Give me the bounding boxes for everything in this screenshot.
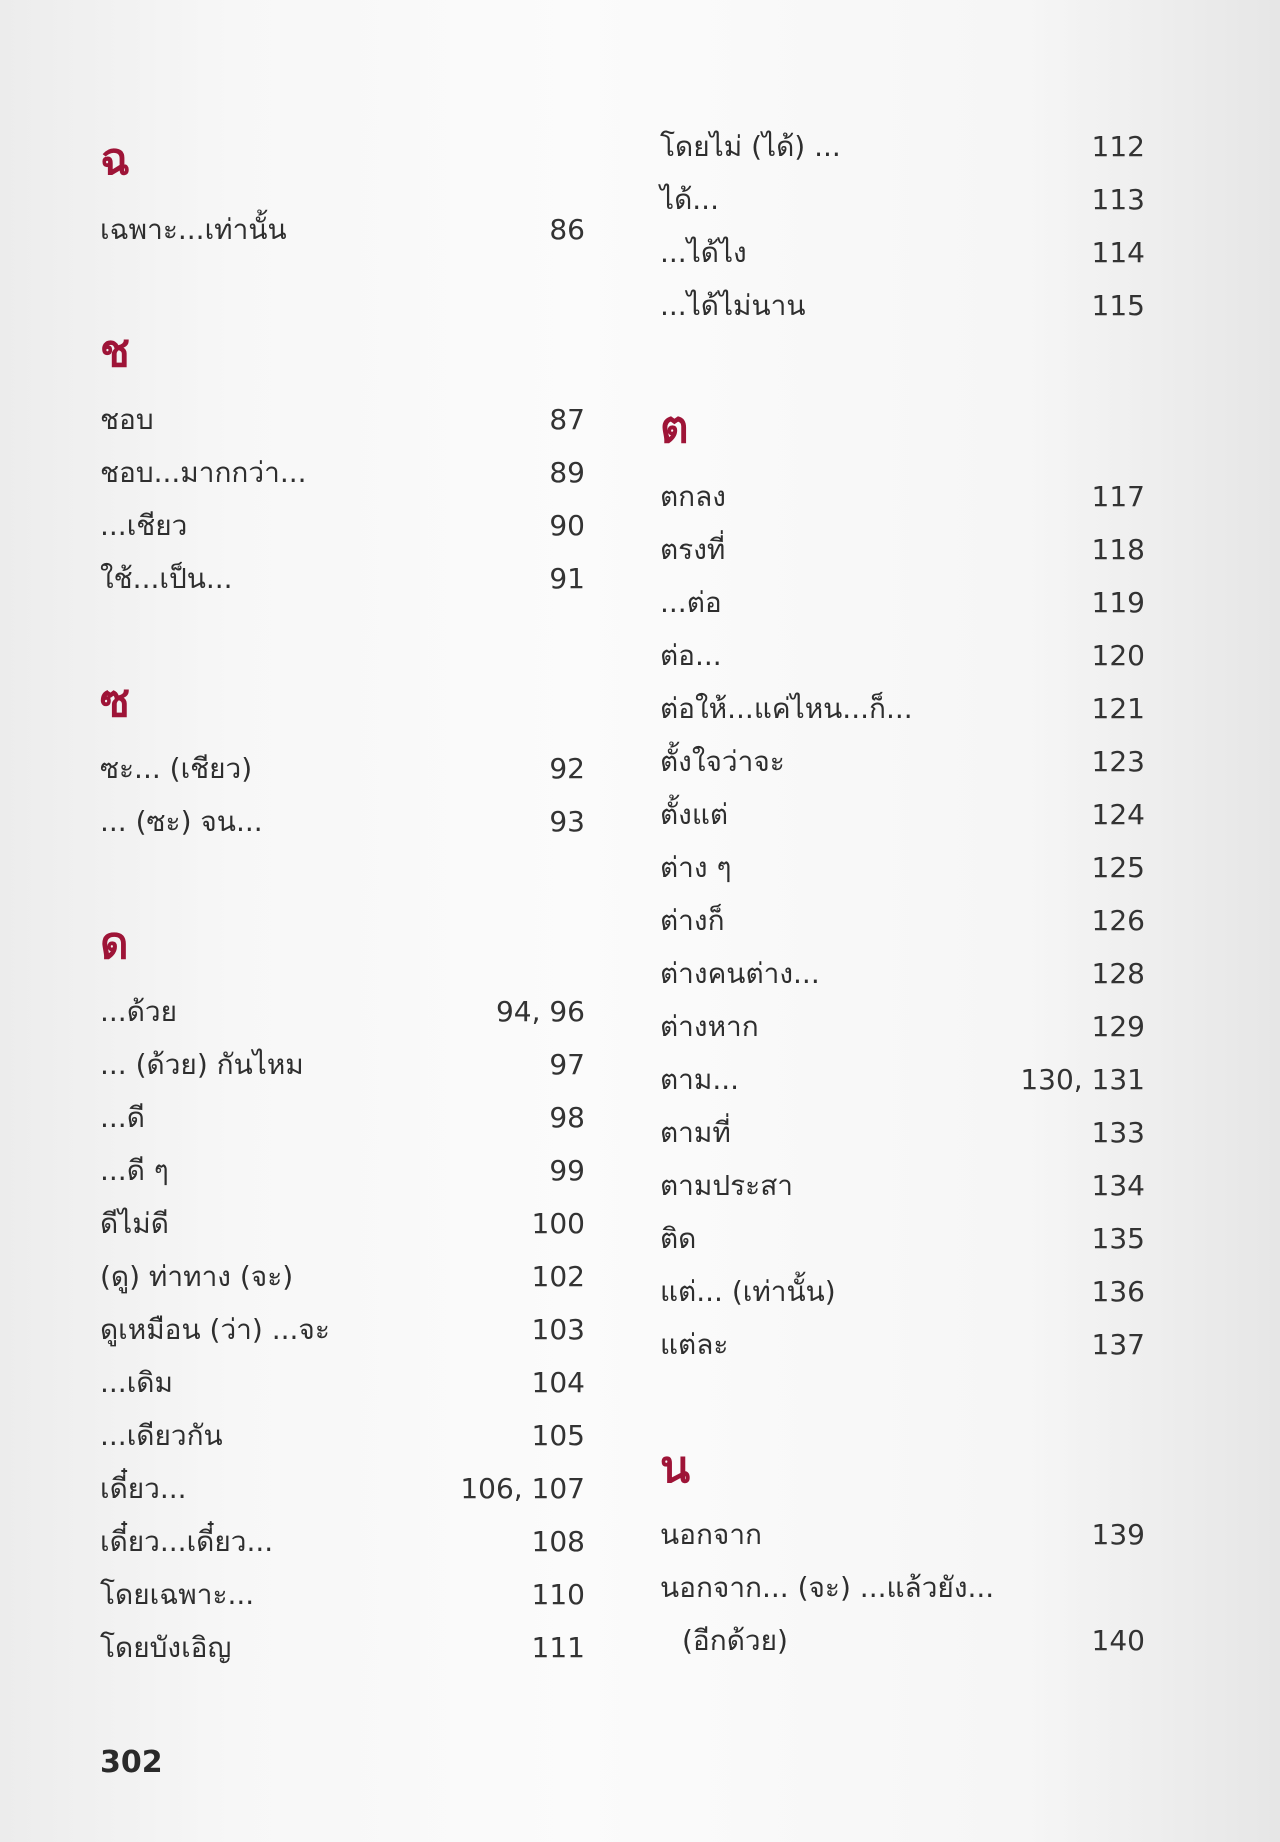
section-heading: ฉ: [100, 134, 130, 185]
entry-term: ตั้งแต่: [660, 798, 729, 831]
entry-pages: 121: [1091, 692, 1145, 725]
entry-pages: 123: [1091, 745, 1145, 778]
entry-pages: 104: [531, 1366, 585, 1399]
entry-pages: 113: [1091, 183, 1145, 216]
index-entry: [100, 1257, 585, 1297]
entry-pages: 111: [531, 1631, 585, 1664]
entry-term: ...ต่อ: [660, 586, 722, 619]
entry-term: เดี๋ยว...: [100, 1472, 187, 1505]
section-heading: ด: [100, 918, 129, 969]
entry-term: แต่ละ: [660, 1328, 729, 1361]
index-entry: [100, 992, 585, 1032]
page-number: 302: [100, 1745, 163, 1780]
index-entry: [100, 1310, 585, 1350]
index-entry: [660, 1113, 1145, 1153]
index-entry: [100, 1151, 585, 1191]
entry-pages: 98: [549, 1101, 585, 1134]
entry-pages: 105: [531, 1419, 585, 1452]
entry-pages: 87: [549, 403, 585, 436]
entry-term: ตามประสา: [660, 1169, 794, 1202]
index-entry: [660, 1219, 1145, 1259]
entry-pages: 100: [531, 1207, 585, 1240]
entry-pages: 108: [531, 1525, 585, 1558]
entry-pages: 117: [1091, 480, 1145, 513]
entry-pages: 126: [1091, 904, 1145, 937]
index-entry: [100, 1575, 585, 1615]
entry-term: ...ได้ไม่นาน: [660, 289, 806, 322]
index-entry: [660, 901, 1145, 941]
index-entry: [660, 954, 1145, 994]
entry-term: ใช้...เป็น...: [100, 562, 233, 595]
entry-pages: 90: [549, 509, 585, 542]
entry-term: ต่างหาก: [660, 1010, 759, 1043]
index-entry: [660, 636, 1145, 676]
section-heading: ช: [100, 326, 130, 377]
entry-term: ซะ... (เชียว): [100, 752, 253, 785]
index-entry: [100, 1045, 585, 1085]
index-entry: [100, 1416, 585, 1456]
index-entry: [100, 559, 585, 599]
index-entry: [660, 742, 1145, 782]
entry-pages: 135: [1091, 1222, 1145, 1255]
index-entry: [100, 749, 585, 789]
entry-term: ...ดี ๆ: [100, 1154, 169, 1187]
entry-term: ตาม...: [660, 1063, 740, 1096]
entry-term: ...เดียวกัน: [100, 1419, 223, 1452]
entry-term: ตั้งใจว่าจะ: [660, 745, 785, 778]
entry-pages: 119: [1091, 586, 1145, 619]
entry-term: ติด: [660, 1222, 697, 1255]
entry-pages: 86: [549, 213, 585, 246]
entry-pages: 140: [1091, 1624, 1145, 1657]
entry-term: (ดู) ท่าทาง (จะ): [100, 1260, 294, 1293]
section-heading: น: [660, 1442, 691, 1493]
entry-term: ...เดิม: [100, 1366, 173, 1399]
entry-pages: 91: [549, 562, 585, 595]
entry-pages: 139: [1091, 1518, 1145, 1551]
entry-term: ต่าง ๆ: [660, 851, 732, 884]
entry-term: ต่างคนต่าง...: [660, 957, 820, 990]
section-heading: ซ: [100, 676, 130, 727]
index-entry: [660, 795, 1145, 835]
index-entry: [100, 1522, 585, 1562]
entry-term: ... (ด้วย) กันไหม: [100, 1048, 304, 1081]
entry-pages: 97: [549, 1048, 585, 1081]
index-entry: [660, 583, 1145, 623]
entry-term: ชอบ...มากกว่า...: [100, 456, 307, 489]
entry-term: ดูเหมือน (ว่า) ...จะ: [100, 1313, 330, 1346]
entry-term: (อีกด้วย): [682, 1624, 788, 1657]
entry-pages: 133: [1091, 1116, 1145, 1149]
entry-pages: 124: [1091, 798, 1145, 831]
index-entry: [660, 1621, 1145, 1661]
index-entry: [100, 1469, 585, 1509]
entry-term: ... (ซะ) จน...: [100, 805, 263, 838]
index-entry: [100, 1204, 585, 1244]
entry-pages: 137: [1091, 1328, 1145, 1361]
entry-pages: 118: [1091, 533, 1145, 566]
entry-pages: 120: [1091, 639, 1145, 672]
index-entry: [660, 180, 1145, 220]
entry-term: แต่... (เท่านั้น): [660, 1275, 836, 1308]
entry-term: เดี๋ยว...เดี๋ยว...: [100, 1525, 274, 1558]
index-entry: [660, 530, 1145, 570]
entry-pages: 130, 131: [1020, 1063, 1145, 1096]
index-entry: [660, 1325, 1145, 1365]
index-entry: [100, 1628, 585, 1668]
entry-pages: 106, 107: [460, 1472, 585, 1505]
entry-term: โดยไม่ (ได้) ...: [660, 130, 841, 163]
entry-pages: 110: [531, 1578, 585, 1611]
entry-term: โดยเฉพาะ...: [100, 1578, 255, 1611]
entry-term: โดยบังเอิญ: [100, 1631, 232, 1664]
index-entry: [660, 1166, 1145, 1206]
entry-pages: 89: [549, 456, 585, 489]
entry-term: นอกจาก... (จะ) ...แล้วยัง...: [660, 1571, 995, 1604]
entry-term: ต่อให้...แค่ไหน...ก็...: [660, 692, 913, 725]
entry-term: นอกจาก: [660, 1518, 762, 1551]
index-entry: [100, 1098, 585, 1138]
entry-term: ต่างก็: [660, 904, 725, 937]
entry-term: เฉพาะ...เท่านั้น: [100, 213, 287, 246]
index-entry: [660, 1060, 1145, 1100]
index-entry: [100, 506, 585, 546]
index-entry: [100, 210, 585, 250]
index-entry: [660, 477, 1145, 517]
index-entry: [100, 802, 585, 842]
index-entry: [100, 453, 585, 493]
entry-pages: 93: [549, 805, 585, 838]
index-entry: [660, 689, 1145, 729]
entry-pages: 92: [549, 752, 585, 785]
index-entry: [100, 1363, 585, 1403]
entry-pages: 94, 96: [495, 995, 585, 1028]
index-entry: [660, 1007, 1145, 1047]
index-entry: [660, 286, 1145, 326]
section-heading: ต: [660, 402, 689, 453]
index-entry: [660, 127, 1145, 167]
index-entry: [660, 1515, 1145, 1555]
index-entry: [100, 400, 585, 440]
entry-pages: 134: [1091, 1169, 1145, 1202]
entry-term: ได้...: [660, 183, 719, 216]
entry-pages: 103: [531, 1313, 585, 1346]
index-entry: [660, 848, 1145, 888]
entry-pages: 125: [1091, 851, 1145, 884]
entry-term: ตรงที่: [660, 533, 726, 566]
entry-term: ...ดี: [100, 1101, 145, 1134]
entry-term: ตกลง: [660, 480, 726, 513]
entry-term: ...ได้ไง: [660, 236, 747, 269]
entry-pages: 114: [1091, 236, 1145, 269]
index-entry: [660, 233, 1145, 273]
entry-term: ต่อ...: [660, 639, 722, 672]
entry-pages: 102: [531, 1260, 585, 1293]
entry-pages: 99: [549, 1154, 585, 1187]
entry-term: ...เชียว: [100, 509, 188, 542]
entry-term: ชอบ: [100, 403, 154, 436]
entry-pages: 129: [1091, 1010, 1145, 1043]
index-entry: [660, 1272, 1145, 1312]
entry-term: ตามที่: [660, 1116, 731, 1149]
index-entry: [660, 1568, 1145, 1608]
entry-pages: 115: [1091, 289, 1145, 322]
entry-term: ...ด้วย: [100, 995, 178, 1028]
entry-pages: 112: [1091, 130, 1145, 163]
entry-term: ดีไม่ดี: [100, 1207, 169, 1240]
entry-pages: 136: [1091, 1275, 1145, 1308]
entry-pages: 128: [1091, 957, 1145, 990]
